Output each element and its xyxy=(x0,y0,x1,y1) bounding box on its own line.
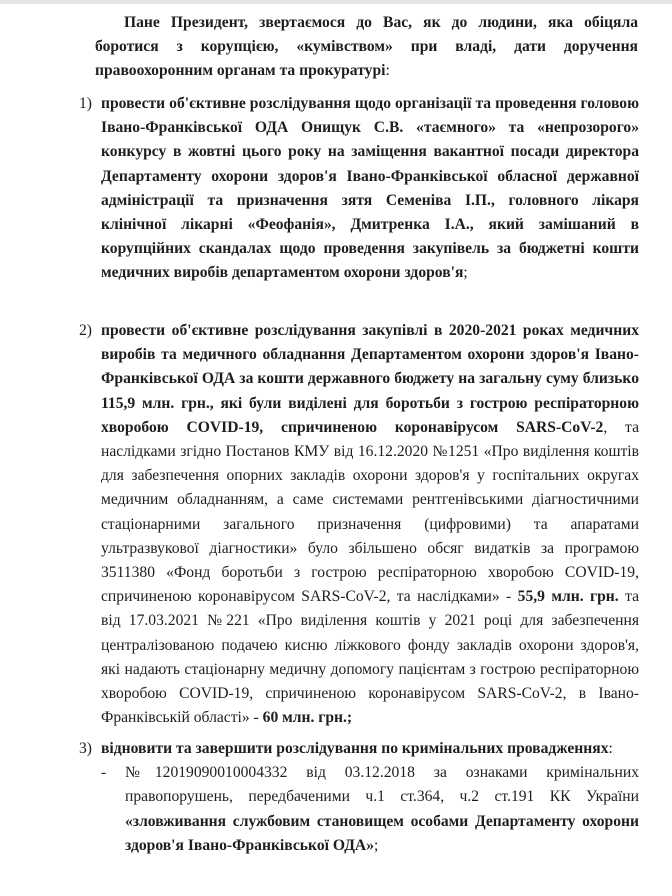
top-edge-band xyxy=(0,0,672,4)
list-item-3 xyxy=(79,737,639,858)
list-item-text xyxy=(101,319,639,730)
item-bold-text: провести об'єктивне розслідування щодо організації та проведення головою Івано-Франківської ОДА Онищук С.В. «таємного» та «непрозорого» конкурсу в жовтні цього року на заміщення вакантної посади директора Департаменту охорони здоров'я Івано-Франківської обласної державної адміністрації та призначення зятя Семеніва І.П., головного лікаря клінічної лікарні «Феофанія», Дмитренка І.А., який замішаний в корупційних скандалах щодо проведення закупівель за бюджетні кошти медичних виробів департаментом охорони здоров'я xyxy=(101,95,639,282)
list-item-2 xyxy=(79,319,639,730)
sub-item-text xyxy=(125,761,639,858)
sub-list-item xyxy=(101,761,639,858)
item-bold-text: провести об'єктивне розслідування закупівлі в 2020-2021 роках медичних виробів та медичного обладнання Департаментом охорони здоров'я Івано-Франківської ОДА за кошти державного бюджету на загальну суму близько 115,9 млн. грн., які були виділені для боротьби з гострою респіраторною хворобою COVID-19, спричиненою коронавірусом SARS-CoV-2 xyxy=(101,322,639,436)
list-item-text xyxy=(101,737,639,761)
case-number-text: №12019090010004332 від 03.12.2018 за ознаками кримінальних правопорушень, передбаченими ч.1 ст.364, ч.2 ст.191 КК України xyxy=(125,764,639,806)
sub-item-tail: ; xyxy=(374,836,379,854)
list-item-content xyxy=(101,737,639,858)
intro-tail: : xyxy=(385,62,390,80)
item-regular-text-2: та від 17.03.2021 №221 «Про виділення коштів у 2021 році для забезпечення централізованою подачею кисню ліжкового фонду закладів охорони здоров'я, які надають стаціонарну медичну допомогу пацієнтам з гострою респіраторною хворобою COVID-19, спричиненою коронавірусом SARS-CoV-2, в Івано-Франківській області» - xyxy=(101,588,639,727)
item-tail: ; xyxy=(463,264,468,282)
list-item-text xyxy=(101,92,639,286)
amount-55-9: 55,9 млн. грн. xyxy=(517,588,619,606)
list-number: 2) xyxy=(79,322,92,339)
list-number: 1) xyxy=(79,95,92,112)
amount-60: 60 млн. грн.; xyxy=(262,709,353,727)
item-regular-text: , та наслідками згідно Постанов КМУ від 16.12.2020 №1251 «Про виділення коштів для забезпечення опорних закладів охорони здоров'я у госпітальних округах медичним обладнанням, а саме системами рентгенівськими діагностичними стаціонарними загального призначення (цифровими) та апаратами ультразвукової діагностики» було збільшено обсяг видатків за програмою 3511380 «Фонд боротьби з гострою респіраторною хворобою COVID-19, спричиненою коронавірусом SARS-CoV-2, та наслідками» - xyxy=(101,418,639,606)
dash-bullet: - xyxy=(101,764,107,782)
item-bold-text: відновити та завершити розслідування по кримінальних провадженнях xyxy=(101,740,609,757)
case-description-bold: «зловживання службовим становищем особами Департаменту охорони здоров'я Івано-Франківської ОДА» xyxy=(125,812,639,854)
list-item-1 xyxy=(79,92,639,286)
item-tail: : xyxy=(608,740,613,757)
intro-paragraph xyxy=(95,11,638,84)
list-number: 3) xyxy=(79,740,92,757)
intro-bold-text: Пане Президент, звертаємося до Вас, як до людини, яка обіцяла боротися з корупцією, «кумівством» при владі, дати доручення правоохоронним органам та прокуратурі xyxy=(95,14,638,80)
